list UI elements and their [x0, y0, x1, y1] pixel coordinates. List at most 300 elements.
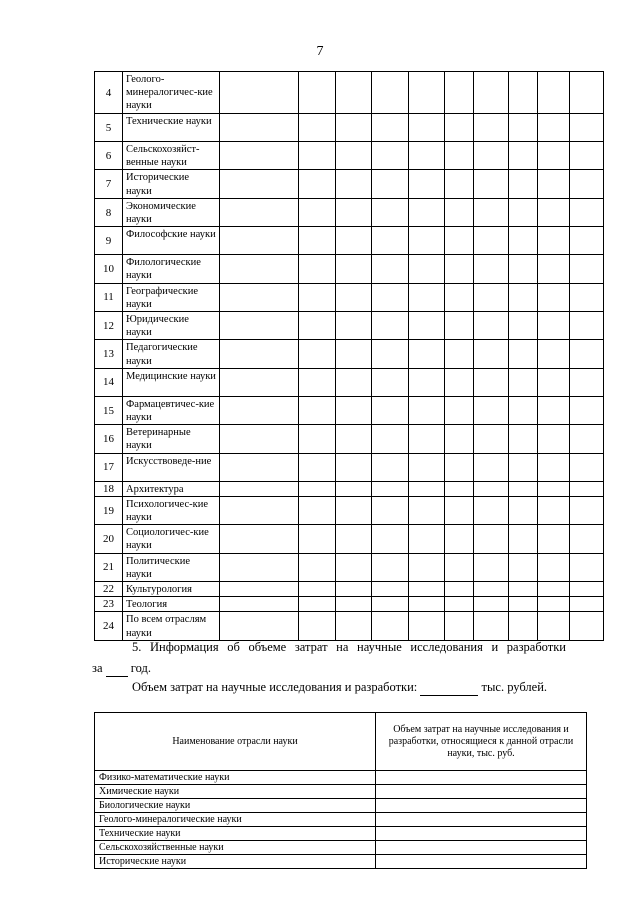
- empty-cell: [372, 612, 409, 640]
- empty-cell: [220, 597, 299, 612]
- empty-cell: [220, 312, 299, 340]
- empty-cell: [336, 170, 372, 198]
- empty-cell: [509, 340, 538, 368]
- table-row: [95, 597, 604, 612]
- empty-cell: [570, 198, 604, 226]
- empty-cell: [445, 597, 474, 612]
- table-row: [95, 785, 587, 799]
- empty-cell: [220, 283, 299, 311]
- row-number: 7: [95, 170, 123, 198]
- row-number: 24: [95, 612, 123, 640]
- empty-cell: [336, 227, 372, 255]
- row-number: 17: [95, 453, 123, 481]
- empty-cell: [445, 198, 474, 226]
- empty-cell: [220, 340, 299, 368]
- expense-value-cell: [376, 771, 587, 785]
- empty-cell: [336, 612, 372, 640]
- empty-cell: [538, 396, 570, 424]
- empty-cell: [509, 227, 538, 255]
- branch-name: Биологические науки: [95, 799, 376, 813]
- empty-cell: [372, 453, 409, 481]
- table-row: [95, 72, 604, 114]
- empty-cell: [220, 582, 299, 597]
- empty-cell: [372, 597, 409, 612]
- header-expense-amount: Объем затрат на научные исследования и разработки, относящиеся к данной отрасли науки, тыс. руб.: [376, 713, 587, 771]
- science-branches-table: [94, 71, 604, 641]
- empty-cell: [299, 198, 336, 226]
- empty-cell: [220, 114, 299, 142]
- empty-cell: [372, 255, 409, 283]
- empty-cell: [220, 198, 299, 226]
- empty-cell: [372, 553, 409, 581]
- empty-cell: [445, 283, 474, 311]
- empty-cell: [220, 72, 299, 114]
- row-number: 22: [95, 582, 123, 597]
- expense-value-cell: [376, 785, 587, 799]
- empty-cell: [538, 198, 570, 226]
- empty-cell: [409, 72, 445, 114]
- empty-cell: [220, 553, 299, 581]
- empty-cell: [474, 283, 509, 311]
- empty-cell: [372, 481, 409, 496]
- empty-cell: [372, 72, 409, 114]
- empty-cell: [445, 170, 474, 198]
- empty-cell: [538, 340, 570, 368]
- empty-cell: [220, 255, 299, 283]
- row-number: 8: [95, 198, 123, 226]
- empty-cell: [570, 396, 604, 424]
- branch-name: Филологические науки: [123, 255, 220, 283]
- empty-cell: [299, 582, 336, 597]
- table-row: [95, 340, 604, 368]
- empty-cell: [336, 396, 372, 424]
- empty-cell: [570, 312, 604, 340]
- table-row: [95, 553, 604, 581]
- empty-cell: [299, 553, 336, 581]
- empty-cell: [570, 496, 604, 524]
- table-row: [95, 771, 587, 785]
- branch-name: Философские науки: [123, 227, 220, 255]
- empty-cell: [445, 312, 474, 340]
- empty-cell: [336, 198, 372, 226]
- table-row: [95, 283, 604, 311]
- empty-cell: [445, 142, 474, 170]
- empty-cell: [509, 312, 538, 340]
- empty-cell: [372, 396, 409, 424]
- empty-cell: [509, 170, 538, 198]
- empty-cell: [220, 453, 299, 481]
- empty-cell: [220, 481, 299, 496]
- empty-cell: [409, 340, 445, 368]
- table-row: [95, 142, 604, 170]
- empty-cell: [570, 481, 604, 496]
- branch-name: Технические науки: [95, 827, 376, 841]
- empty-cell: [409, 198, 445, 226]
- empty-cell: [336, 496, 372, 524]
- branch-name: Сельскохозяйст-венные науки: [123, 142, 220, 170]
- empty-cell: [509, 612, 538, 640]
- empty-cell: [570, 255, 604, 283]
- table-row: [95, 481, 604, 496]
- empty-cell: [220, 396, 299, 424]
- empty-cell: [509, 496, 538, 524]
- empty-cell: [509, 481, 538, 496]
- table-row: [95, 170, 604, 198]
- empty-cell: [299, 368, 336, 396]
- empty-cell: [509, 582, 538, 597]
- empty-cell: [474, 198, 509, 226]
- page-number: 7: [316, 44, 324, 59]
- table-row: [95, 827, 587, 841]
- empty-cell: [409, 525, 445, 553]
- empty-cell: [299, 597, 336, 612]
- empty-cell: [409, 142, 445, 170]
- empty-cell: [336, 453, 372, 481]
- empty-cell: [538, 114, 570, 142]
- empty-cell: [474, 553, 509, 581]
- branch-name: Политические науки: [123, 553, 220, 581]
- empty-cell: [445, 227, 474, 255]
- empty-cell: [538, 481, 570, 496]
- table-row: [95, 582, 604, 597]
- empty-cell: [299, 72, 336, 114]
- empty-cell: [299, 612, 336, 640]
- empty-cell: [509, 597, 538, 612]
- branch-name: Социологичес-кие науки: [123, 525, 220, 553]
- table-row: [95, 612, 604, 640]
- table-row: [95, 198, 604, 226]
- empty-cell: [409, 453, 445, 481]
- empty-cell: [509, 368, 538, 396]
- empty-cell: [445, 72, 474, 114]
- branch-name: Медицинские науки: [123, 368, 220, 396]
- branch-name: Искусствоведе-ние: [123, 453, 220, 481]
- row-number: 14: [95, 368, 123, 396]
- empty-cell: [570, 453, 604, 481]
- empty-cell: [509, 396, 538, 424]
- empty-cell: [538, 553, 570, 581]
- table-row: [95, 312, 604, 340]
- row-number: 6: [95, 142, 123, 170]
- empty-cell: [372, 142, 409, 170]
- empty-cell: [336, 142, 372, 170]
- row-number: 12: [95, 312, 123, 340]
- empty-cell: [299, 453, 336, 481]
- empty-cell: [474, 368, 509, 396]
- empty-cell: [299, 114, 336, 142]
- year-blank: [106, 660, 128, 677]
- empty-cell: [409, 553, 445, 581]
- empty-cell: [299, 525, 336, 553]
- expense-value-cell: [376, 841, 587, 855]
- empty-cell: [299, 496, 336, 524]
- empty-cell: [445, 425, 474, 453]
- empty-cell: [474, 255, 509, 283]
- empty-cell: [445, 255, 474, 283]
- empty-cell: [336, 525, 372, 553]
- table-row: [95, 425, 604, 453]
- empty-cell: [474, 425, 509, 453]
- branch-name: Архитектура: [123, 481, 220, 496]
- table-row: [95, 525, 604, 553]
- empty-cell: [409, 227, 445, 255]
- empty-cell: [570, 283, 604, 311]
- empty-cell: [336, 340, 372, 368]
- empty-cell: [445, 525, 474, 553]
- empty-cell: [445, 340, 474, 368]
- section5-heading: 5. Информация об объеме затрат на научные исследования и разработки: [132, 640, 566, 654]
- row-number: 20: [95, 525, 123, 553]
- branch-name: Фармацевтичес-кие науки: [123, 396, 220, 424]
- empty-cell: [538, 312, 570, 340]
- row-number: 19: [95, 496, 123, 524]
- empty-cell: [299, 340, 336, 368]
- empty-cell: [220, 425, 299, 453]
- empty-cell: [372, 227, 409, 255]
- empty-cell: [372, 114, 409, 142]
- empty-cell: [570, 340, 604, 368]
- empty-cell: [299, 283, 336, 311]
- row-number: 23: [95, 597, 123, 612]
- empty-cell: [570, 142, 604, 170]
- empty-cell: [509, 425, 538, 453]
- empty-cell: [409, 597, 445, 612]
- empty-cell: [299, 425, 336, 453]
- empty-cell: [538, 597, 570, 612]
- empty-cell: [299, 312, 336, 340]
- expense-total-line: [132, 679, 547, 696]
- expense-value-cell: [376, 855, 587, 869]
- table-row: [95, 841, 587, 855]
- empty-cell: [570, 597, 604, 612]
- empty-cell: [570, 368, 604, 396]
- empty-cell: [538, 612, 570, 640]
- row-number: 10: [95, 255, 123, 283]
- empty-cell: [474, 612, 509, 640]
- empty-cell: [509, 142, 538, 170]
- empty-cell: [409, 496, 445, 524]
- branch-name: Исторические науки: [95, 855, 376, 869]
- empty-cell: [409, 114, 445, 142]
- empty-cell: [220, 496, 299, 524]
- table-row: [95, 453, 604, 481]
- empty-cell: [220, 525, 299, 553]
- empty-cell: [538, 283, 570, 311]
- empty-cell: [474, 453, 509, 481]
- year-suffix: год.: [130, 661, 151, 675]
- empty-cell: [336, 114, 372, 142]
- empty-cell: [336, 481, 372, 496]
- empty-cell: [299, 396, 336, 424]
- section5-year-line: [92, 660, 151, 677]
- empty-cell: [372, 525, 409, 553]
- empty-cell: [474, 72, 509, 114]
- empty-cell: [372, 496, 409, 524]
- row-number: 16: [95, 425, 123, 453]
- empty-cell: [474, 170, 509, 198]
- empty-cell: [409, 425, 445, 453]
- empty-cell: [474, 142, 509, 170]
- branch-name: Юридические науки: [123, 312, 220, 340]
- empty-cell: [299, 255, 336, 283]
- empty-cell: [570, 170, 604, 198]
- empty-cell: [372, 368, 409, 396]
- empty-cell: [538, 170, 570, 198]
- empty-cell: [372, 198, 409, 226]
- table-row: [95, 255, 604, 283]
- expense-total-label: Объем затрат на научные исследования и разработки:: [132, 680, 418, 694]
- empty-cell: [409, 396, 445, 424]
- branch-name: По всем отраслям науки: [123, 612, 220, 640]
- empty-cell: [474, 227, 509, 255]
- empty-cell: [509, 114, 538, 142]
- empty-cell: [336, 597, 372, 612]
- empty-cell: [336, 553, 372, 581]
- empty-cell: [445, 396, 474, 424]
- branch-name: Геолого-минералогические науки: [95, 813, 376, 827]
- branch-name: Психологичес-кие науки: [123, 496, 220, 524]
- empty-cell: [509, 525, 538, 553]
- table-row: [95, 855, 587, 869]
- year-prefix: за: [92, 661, 103, 675]
- empty-cell: [409, 312, 445, 340]
- empty-cell: [570, 72, 604, 114]
- empty-cell: [474, 597, 509, 612]
- empty-cell: [509, 453, 538, 481]
- branch-name: Педагогические науки: [123, 340, 220, 368]
- table-row: [95, 813, 587, 827]
- table-row: [95, 368, 604, 396]
- empty-cell: [409, 582, 445, 597]
- empty-cell: [538, 227, 570, 255]
- empty-cell: [538, 525, 570, 553]
- empty-cell: [336, 283, 372, 311]
- empty-cell: [538, 72, 570, 114]
- empty-cell: [220, 142, 299, 170]
- empty-cell: [474, 481, 509, 496]
- empty-cell: [509, 283, 538, 311]
- empty-cell: [372, 425, 409, 453]
- empty-cell: [336, 72, 372, 114]
- empty-cell: [445, 582, 474, 597]
- branch-name: Исторические науки: [123, 170, 220, 198]
- expense-value-cell: [376, 827, 587, 841]
- empty-cell: [409, 612, 445, 640]
- empty-cell: [474, 525, 509, 553]
- empty-cell: [409, 255, 445, 283]
- table-row: [95, 396, 604, 424]
- branch-name: Сельскохозяйственные науки: [95, 841, 376, 855]
- empty-cell: [570, 425, 604, 453]
- empty-cell: [372, 312, 409, 340]
- empty-cell: [220, 227, 299, 255]
- empty-cell: [538, 255, 570, 283]
- table-row: [95, 799, 587, 813]
- empty-cell: [445, 368, 474, 396]
- empty-cell: [570, 582, 604, 597]
- table-row: [95, 496, 604, 524]
- empty-cell: [299, 142, 336, 170]
- row-number: 4: [95, 72, 123, 114]
- empty-cell: [538, 496, 570, 524]
- empty-cell: [336, 425, 372, 453]
- empty-cell: [445, 496, 474, 524]
- empty-cell: [372, 340, 409, 368]
- branch-name: Теология: [123, 597, 220, 612]
- header-branch-name: Наименование отрасли науки: [95, 713, 376, 771]
- branch-name: Культурология: [123, 582, 220, 597]
- empty-cell: [509, 198, 538, 226]
- row-number: 11: [95, 283, 123, 311]
- expense-value-cell: [376, 799, 587, 813]
- row-number: 9: [95, 227, 123, 255]
- branch-name: Ветеринарные науки: [123, 425, 220, 453]
- empty-cell: [570, 553, 604, 581]
- empty-cell: [299, 481, 336, 496]
- empty-cell: [538, 142, 570, 170]
- empty-cell: [409, 368, 445, 396]
- empty-cell: [336, 582, 372, 597]
- empty-cell: [445, 114, 474, 142]
- row-number: 13: [95, 340, 123, 368]
- empty-cell: [220, 170, 299, 198]
- branch-name: Экономические науки: [123, 198, 220, 226]
- empty-cell: [409, 170, 445, 198]
- row-number: 5: [95, 114, 123, 142]
- empty-cell: [372, 283, 409, 311]
- empty-cell: [220, 612, 299, 640]
- branch-name: Технические науки: [123, 114, 220, 142]
- empty-cell: [220, 368, 299, 396]
- empty-cell: [474, 496, 509, 524]
- branch-name: Физико-математические науки: [95, 771, 376, 785]
- expense-total-unit: тыс. рублей.: [481, 680, 548, 694]
- empty-cell: [570, 114, 604, 142]
- empty-cell: [538, 582, 570, 597]
- empty-cell: [538, 425, 570, 453]
- empty-cell: [474, 312, 509, 340]
- empty-cell: [336, 255, 372, 283]
- empty-cell: [445, 553, 474, 581]
- empty-cell: [299, 227, 336, 255]
- empty-cell: [474, 340, 509, 368]
- empty-cell: [372, 170, 409, 198]
- table-row: [95, 114, 604, 142]
- empty-cell: [570, 612, 604, 640]
- empty-cell: [445, 481, 474, 496]
- empty-cell: [509, 72, 538, 114]
- empty-cell: [509, 255, 538, 283]
- expense-value-cell: [376, 813, 587, 827]
- empty-cell: [409, 283, 445, 311]
- row-number: 15: [95, 396, 123, 424]
- expenses-by-branch-table: [94, 712, 587, 869]
- empty-cell: [336, 312, 372, 340]
- empty-cell: [409, 481, 445, 496]
- row-number: 18: [95, 481, 123, 496]
- table-row: [95, 227, 604, 255]
- empty-cell: [570, 227, 604, 255]
- expense-total-blank: [420, 679, 478, 696]
- empty-cell: [372, 582, 409, 597]
- empty-cell: [474, 396, 509, 424]
- empty-cell: [445, 612, 474, 640]
- empty-cell: [474, 114, 509, 142]
- empty-cell: [299, 170, 336, 198]
- empty-cell: [509, 553, 538, 581]
- empty-cell: [538, 368, 570, 396]
- empty-cell: [474, 582, 509, 597]
